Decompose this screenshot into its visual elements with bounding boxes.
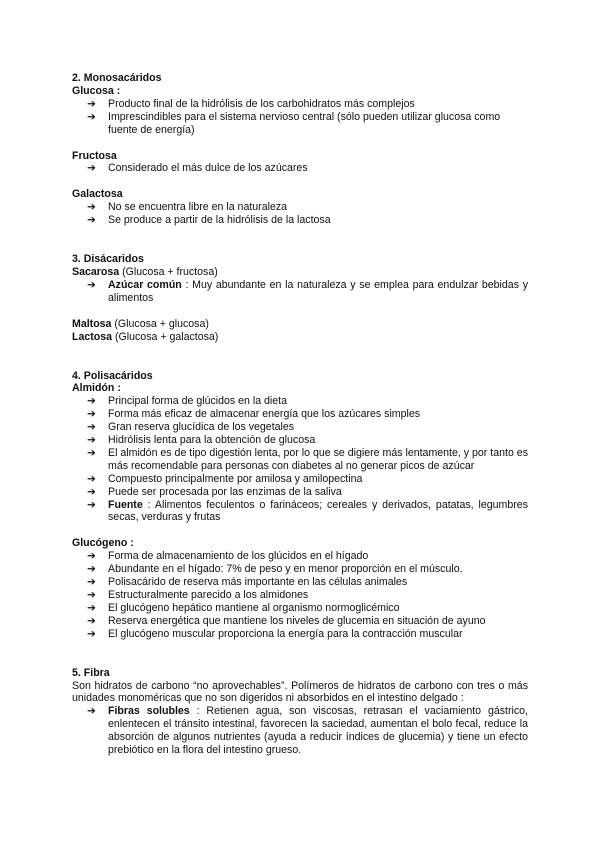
arrow-icon: ➔ [87, 498, 96, 511]
list-item: ➔ Abundante en el hígado: 7% de peso y en menor proporción en el músculo. [87, 563, 463, 576]
arrow-icon: ➔ [87, 110, 96, 123]
arrow-icon: ➔ [87, 434, 96, 447]
arrow-icon: ➔ [87, 162, 96, 175]
list-item: ➔ Imprescindibles para el sistema nervioso central (sólo pueden utilizar glucosa como fuente de energía) [87, 110, 501, 136]
arrow-icon: ➔ [87, 408, 96, 421]
section-title-fibra: 5. Fibra [72, 666, 110, 679]
lactosa-label: Lactosa [72, 330, 113, 343]
arrow-icon: ➔ [87, 485, 96, 498]
almidon-label: Almidón : [72, 382, 121, 395]
list-item: ➔ Polisacárido de reserva más importante en las células animales [87, 576, 408, 589]
sacarosa-label: Sacarosa [72, 265, 120, 278]
lactosa-line: Lactosa (Glucosa + galactosa) [72, 330, 219, 343]
maltosa-label: Maltosa [72, 317, 112, 330]
list-item: ➔ Compuesto principalmente por amilosa y amilopectina [87, 472, 363, 485]
arrow-icon: ➔ [87, 705, 96, 718]
section-title-disacaridos: 3. Disácaridos [72, 253, 144, 266]
arrow-icon: ➔ [87, 97, 96, 110]
list-item: ➔ Considerado el más dulce de los azúcares [87, 162, 308, 175]
list-item: ➔ Forma más eficaz de almacenar energía que los azúcares simples [87, 408, 421, 421]
arrow-icon: ➔ [87, 472, 96, 485]
section-title-polisacaridos: 4. Polisacáridos [72, 369, 153, 382]
list-item: ➔ No se encuentra libre en la naturaleza [87, 201, 288, 214]
arrow-icon: ➔ [87, 446, 96, 459]
document-page [72, 72, 528, 757]
arrow-icon: ➔ [87, 614, 96, 627]
fibra-intro: Son hidratos de carbono “no aprovechables”. Polímeros de hidratos de carbono con tres o más unidades monoméricas que no son digeridos ni absorbidos en el intestino delgado : [72, 679, 528, 705]
list-item: ➔ Se produce a partir de la hidrólisis de la lactosa [87, 214, 331, 227]
list-item: ➔ Reserva energética que mantiene los niveles de glucemia en situación de ayuno [87, 614, 486, 627]
list-item: ➔ Principal forma de glúcidos en la dieta [87, 395, 288, 408]
arrow-icon: ➔ [87, 395, 96, 408]
list-item: ➔ Azúcar común : Muy abundante en la naturaleza y se emplea para endulzar bebidas y alimentos [87, 278, 528, 304]
list-item: ➔ Puede ser procesada por las enzimas de la saliva [87, 485, 342, 498]
maltosa-line: Maltosa (Glucosa + glucosa) [72, 317, 209, 330]
list-item: ➔ Forma de almacenamiento de los glúcidos en el hígado [87, 550, 369, 563]
section-title-monosacaridos: 2. Monosacáridos [72, 72, 162, 84]
list-item: ➔ Fibras solubles : Retienen agua, son viscosas, retrasan el vaciamiento gástrico, enlentecen el tránsito intestinal, favorecen la saciedad, aumentan el bolo fecal, reduce la absorción de algunos nutrientes (ayuda a reducir índices de glucemia) y tiene un efecto prebiótico en la flora del intestino grueso. [87, 705, 528, 757]
sacarosa-line: Sacarosa (Glucosa + fructosa) [72, 265, 218, 278]
galactosa-label: Galactosa [72, 188, 123, 201]
fructosa-label: Fructosa [72, 149, 117, 162]
arrow-icon: ➔ [87, 550, 96, 563]
list-item: ➔ Fuente : Alimentos feculentos o farináceos; cereales y derivados, patatas, legumbres secas, verduras y frutas [87, 498, 528, 524]
arrow-icon: ➔ [87, 421, 96, 434]
arrow-icon: ➔ [87, 214, 96, 227]
arrow-icon: ➔ [87, 563, 96, 576]
list-item: ➔ Gran reserva glucídica de los vegetales [87, 421, 295, 434]
list-item: ➔ El glucógeno muscular proporciona la energía para la contracción muscular [87, 627, 463, 640]
arrow-icon: ➔ [87, 589, 96, 601]
glucogeno-label: Glucógeno : [72, 537, 134, 550]
glucosa-label: Glucosa : [72, 84, 121, 97]
arrow-icon: ➔ [87, 627, 96, 640]
list-item: ➔ Producto final de la hidrólisis de los carbohidratos más complejos [87, 97, 415, 110]
list-item: ➔ El almidón es de tipo digestión lenta, por lo que se digiere más lentamente, y por tanto es más recomendable para personas con diabetes al no generar picos de azúcar [87, 446, 528, 472]
list-item: ➔ Hidrólisis lenta para la obtención de glucosa [87, 434, 316, 447]
list-item: ➔ Estructuralmente parecido a los almidones [87, 589, 309, 601]
arrow-icon: ➔ [87, 278, 96, 291]
arrow-icon: ➔ [87, 576, 96, 589]
arrow-icon: ➔ [87, 601, 96, 614]
arrow-icon: ➔ [87, 201, 96, 214]
list-item: ➔ El glucógeno hepático mantiene al organismo normoglicémico [87, 601, 400, 614]
